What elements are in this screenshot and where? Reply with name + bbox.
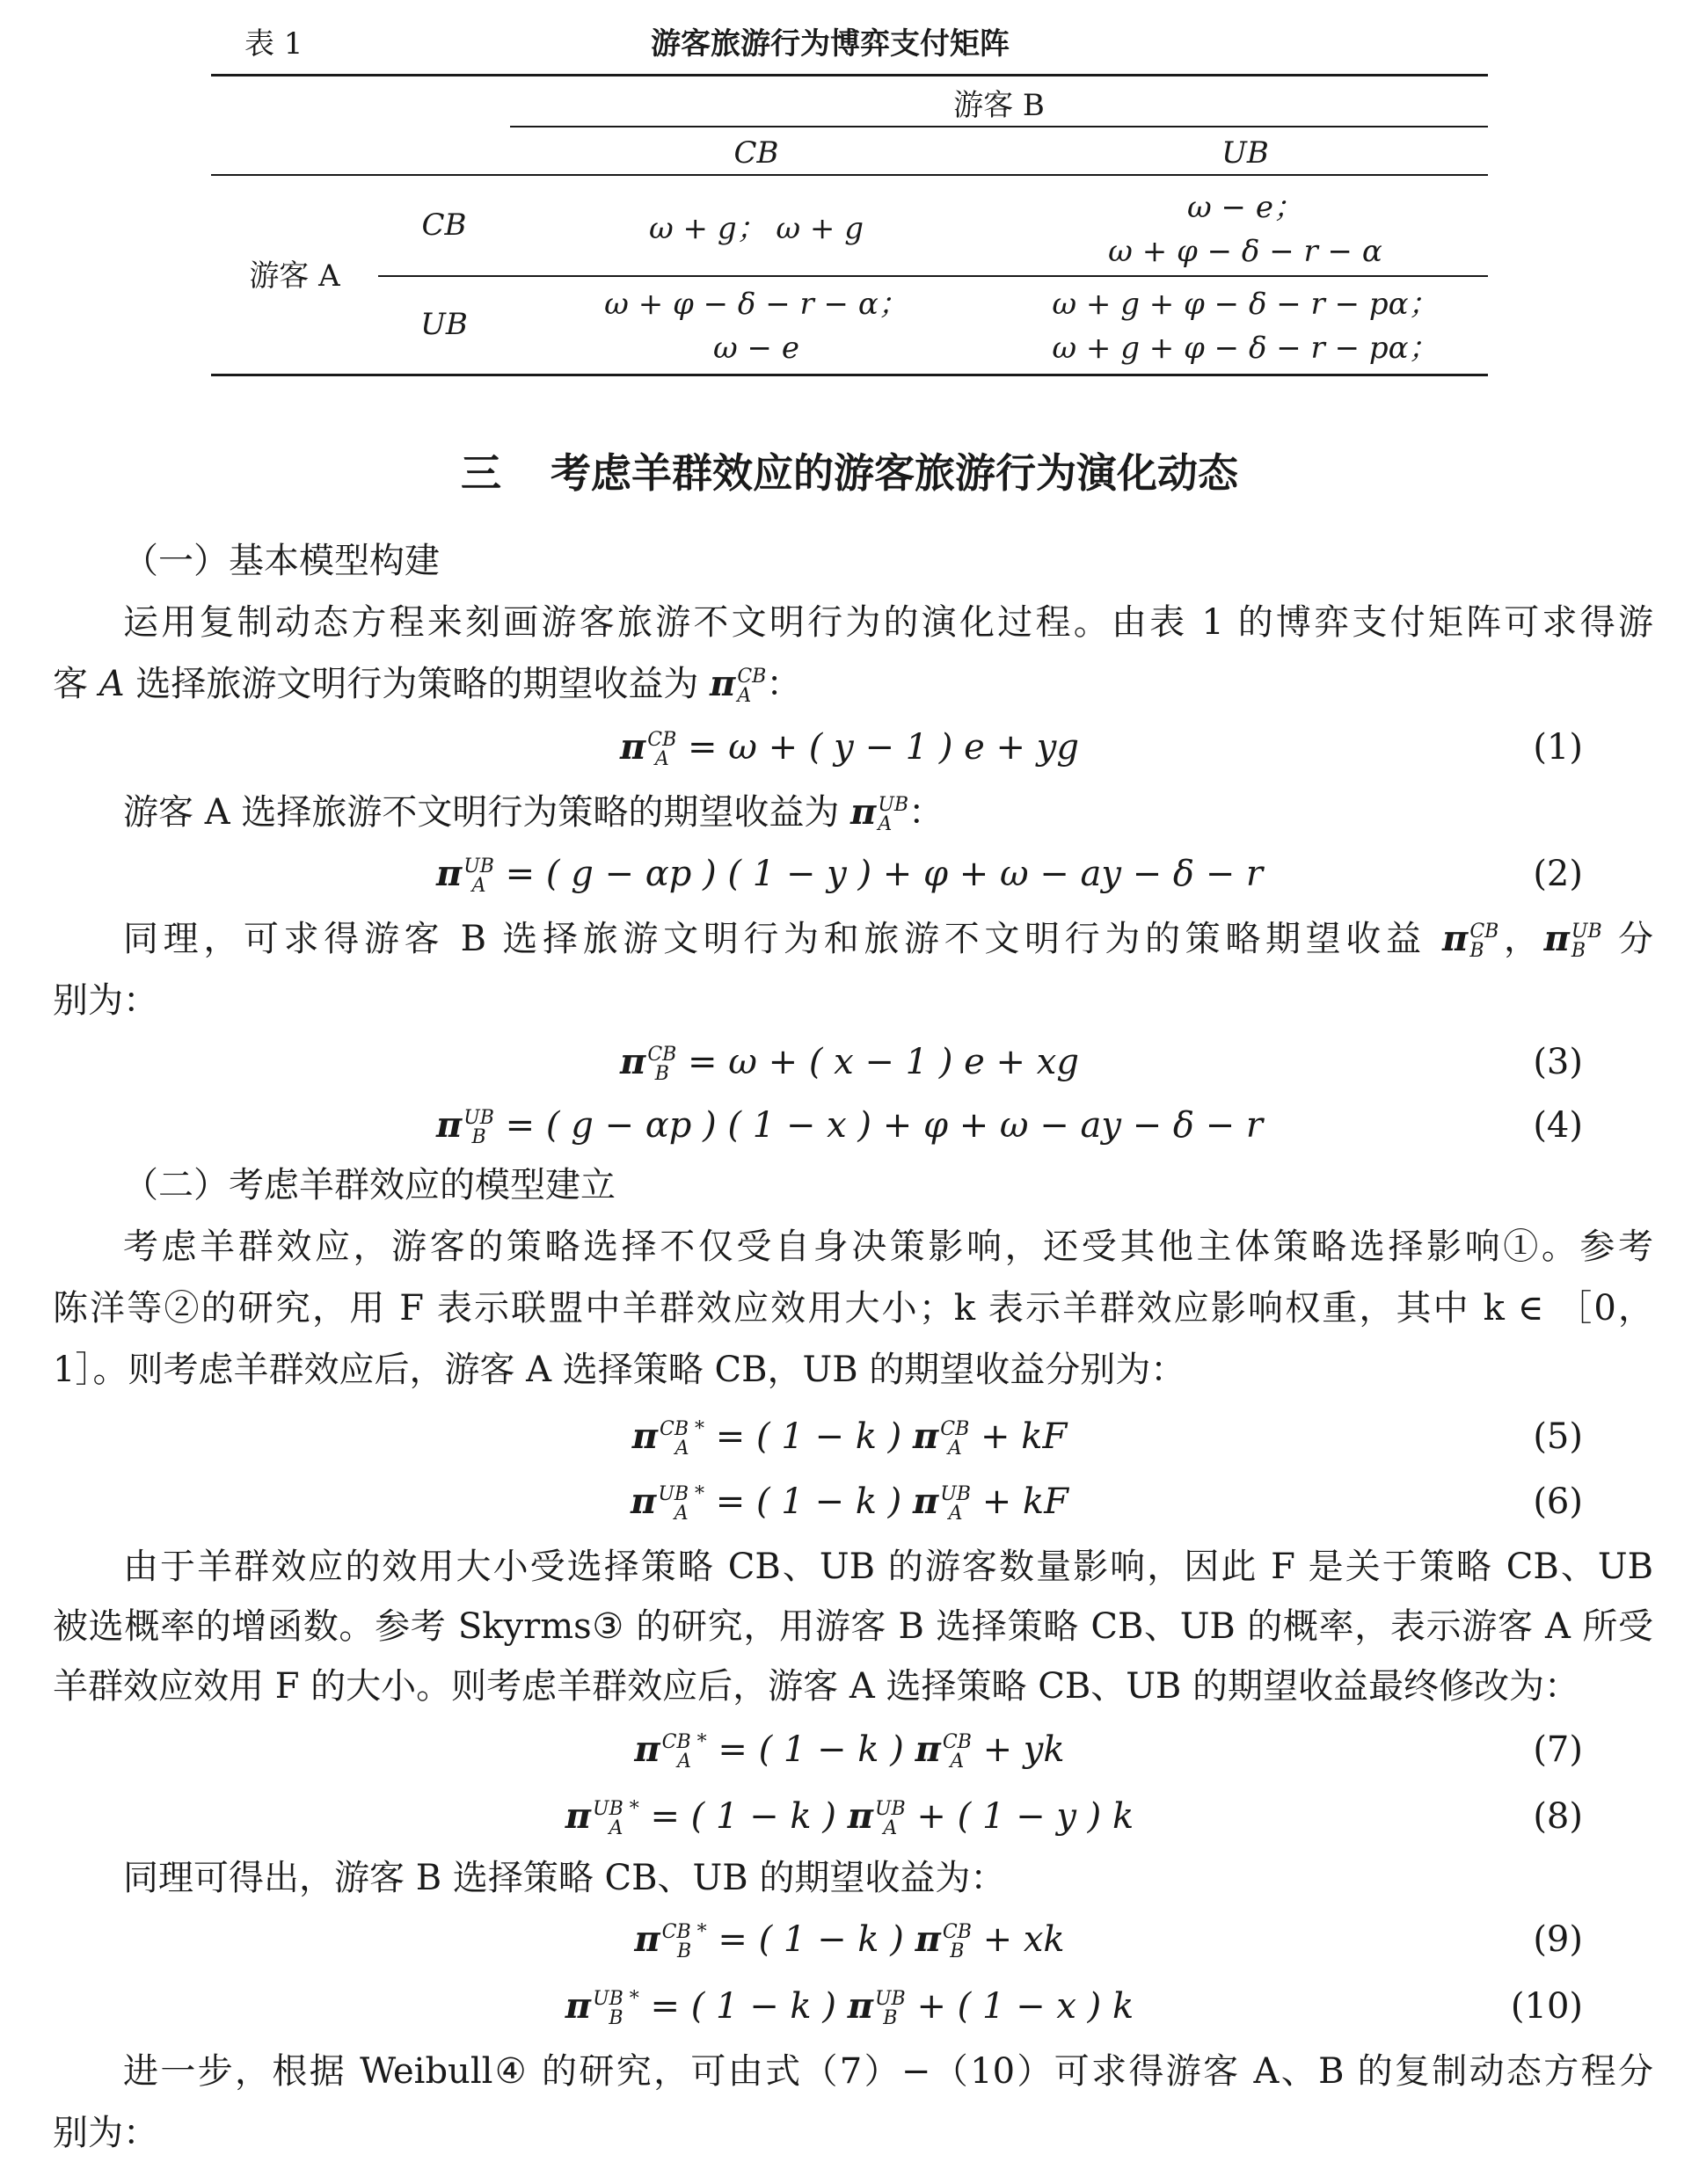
paragraph-1-line-1: 运用复制动态方程来刻画游客旅游不文明行为的演化过程。由表 1 的博弈支付矩阵可求得游 — [123, 602, 1653, 643]
paragraph-7-line-2: 别为： — [53, 2113, 158, 2153]
paragraph-5-line-3: 羊群效应效用 F 的大小。则考虑羊群效应后，游客 A 选择策略 CB、UB 的期望收益最终修改为： — [53, 1666, 1580, 1707]
paragraph-3-line-1: 同理，可求得游客 B 选择旅游文明行为和旅游不文明行为的策略期望收益 π CB B ，π UB B 分 — [123, 918, 1654, 962]
table-cell-cb-ub-line1: ω − e； — [1187, 190, 1303, 225]
table-col-cb: CB — [733, 135, 779, 171]
equation-6-number: (6) — [1533, 1481, 1583, 1522]
table-bottom-rule — [211, 374, 1488, 376]
paragraph-7-line-1: 进一步，根据 Weibull④ 的研究，可由式（7）−（10）可求得游客 A、B 的复制动态方程分 — [123, 2051, 1653, 2092]
paragraph-5-line-1: 由于羊群效应的效用大小受选择策略 CB、UB 的游客数量影响，因此 F 是关于策略 CB、UB — [123, 1547, 1653, 1587]
equation-5: π CB * A = ( 1 − k ) π CB A + kF — [631, 1416, 1068, 1460]
equation-3: π CB B = ω + ( x − 1 ) e + xg — [620, 1041, 1079, 1085]
equation-1-number: (1) — [1533, 727, 1583, 768]
table-number: 表 1 — [244, 26, 303, 62]
table-cell-ub-ub-line2: ω + g + φ − δ − r − pα； — [1052, 331, 1439, 366]
equation-9-number: (9) — [1533, 1919, 1583, 1960]
paragraph-4-line-2: 陈洋等②的研究，用 F 表示联盟中羊群效应效用大小；k 表示羊群效应影响权重，其中 k ∈ ［0， — [53, 1288, 1653, 1329]
equation-5-number: (5) — [1533, 1416, 1583, 1457]
symbol-pi: π — [710, 663, 736, 704]
paragraph-5-line-2: 被选概率的增函数。参考 Skyrms③ 的研究，用游客 B 选择策略 CB、UB 的概率，表示游客 A 所受 — [53, 1606, 1653, 1647]
equation-4-number: (4) — [1533, 1105, 1583, 1146]
table-col-group-header: 游客 B — [953, 88, 1045, 123]
table-cell-ub-cb-line2: ω − e — [713, 331, 799, 366]
paragraph-4-line-1: 考虑羊群效应，游客的策略选择不仅受自身决策影响，还受其他主体策略选择影响①。参考 — [123, 1227, 1653, 1267]
table-top-rule — [211, 74, 1488, 76]
equation-8-number: (8) — [1533, 1796, 1583, 1837]
equation-10-number: (10) — [1510, 1986, 1583, 2027]
equation-10: π UB * B = ( 1 − k ) π UB B + ( 1 − x ) k — [565, 1985, 1134, 2029]
table-cell-cb-ub-line2: ω + φ − δ − r − α — [1108, 234, 1382, 269]
subsection-heading-2: （二）考虑羊群效应的模型建立 — [123, 1165, 616, 1205]
equation-6: π UB * A = ( 1 − k ) π UB A + kF — [631, 1481, 1068, 1525]
equation-1: π CB A = ω + ( y − 1 ) e + yg — [620, 726, 1079, 770]
table-header-rule — [211, 174, 1488, 176]
table-cell-ub-ub-line1: ω + g + φ − δ − r − pα； — [1052, 287, 1439, 322]
subsection-heading-1: （一）基本模型构建 — [123, 541, 440, 581]
equation-7-number: (7) — [1533, 1729, 1583, 1770]
equation-8: π UB * A = ( 1 − k ) π UB A + ( 1 − y ) k — [565, 1795, 1134, 1839]
section-title: 考虑羊群效应的游客旅游行为演化动态 — [551, 449, 1238, 497]
paragraph-1-line-2: 客 A 选择旅游文明行为策略的期望收益为 π CB A ： — [53, 663, 802, 707]
section-heading — [0, 445, 1699, 501]
table-row-rule — [378, 275, 1488, 277]
table-title: 游客旅游行为博弈支付矩阵 — [651, 26, 1010, 62]
equation-4: π UB B = ( g − αp ) ( 1 − x ) + φ + ω − ay − δ − r — [435, 1104, 1264, 1148]
equation-9: π CB * B = ( 1 − k ) π CB B + xk — [634, 1918, 1065, 1962]
equation-2: π UB A = ( g − αp ) ( 1 − y ) + φ + ω − ay − δ − r — [435, 853, 1264, 897]
equation-7: π CB * A = ( 1 − k ) π CB A + yk — [634, 1729, 1065, 1773]
table-col-ub: UB — [1221, 135, 1269, 171]
equation-3-number: (3) — [1533, 1042, 1583, 1082]
table-row-cb: CB — [421, 207, 467, 243]
table-cell-cb-cb: ω + g； ω + g — [649, 211, 864, 246]
paragraph-2: 游客 A 选择旅游不文明行为策略的期望收益为 π UB A ： — [123, 791, 944, 835]
table-col-group-rule — [510, 126, 1488, 127]
paragraph-3-line-2: 别为： — [53, 980, 158, 1021]
table-row-group-header: 游客 A — [249, 258, 340, 294]
paragraph-4-line-3: 1］。则考虑羊群效应后，游客 A 选择策略 CB，UB 的期望收益分别为： — [53, 1350, 1186, 1390]
paragraph-6: 同理可得出，游客 B 选择策略 CB、UB 的期望收益为： — [123, 1858, 1006, 1898]
equation-2-number: (2) — [1533, 854, 1583, 894]
table-cell-ub-cb-line1: ω + φ − δ − r − α； — [604, 287, 908, 322]
section-number: 三 — [461, 449, 501, 497]
table-row-ub: UB — [420, 307, 468, 342]
